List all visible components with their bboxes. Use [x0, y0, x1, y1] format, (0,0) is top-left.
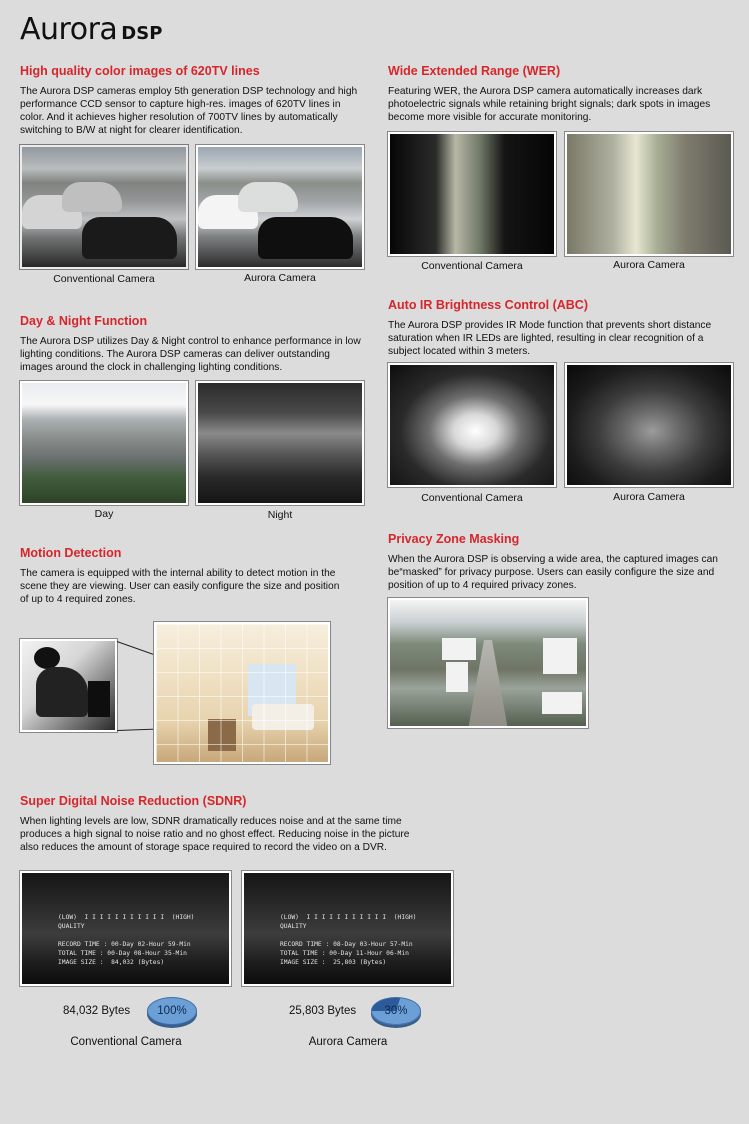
sdnr-left-osd: (LOW) I I I I I I I I I I I (HIGH) QUALITY RECORD TIME : 00-Day 02-Hour 59-Min TOTAL TIME : 00-Day 08-Hour 35-Min IMAGE SIZE : 84,032 (Bytes): [58, 914, 195, 966]
section-wer: [388, 64, 733, 124]
section-title: Super Digital Noise Reduction (SDNR): [20, 794, 247, 808]
wer-caption-left: Conventional Camera: [421, 260, 523, 272]
privacy-mask-4: [542, 692, 582, 714]
section-privacy: [388, 532, 733, 592]
section-sdnr: [20, 794, 415, 854]
sdnr-right-percent-badge: [371, 997, 421, 1025]
section-abc: [388, 298, 733, 358]
privacy-mask-3: [543, 638, 577, 674]
section-high-quality: [20, 64, 365, 137]
privacy-mask-2: [446, 662, 468, 692]
motion-room-photo: [154, 622, 330, 764]
sdnr-right-osd: (LOW) I I I I I I I I I I I (HIGH) QUALITY RECORD TIME : 08-Day 03-Hour 57-Min TOTAL TIME : 00-Day 11-Hour 06-Min IMAGE SIZE : 25,803 (Bytes): [280, 914, 417, 966]
abc-aurora-photo: [565, 363, 733, 487]
sdnr-caption-left: Conventional Camera: [70, 1036, 182, 1048]
abc-caption-left: Conventional Camera: [421, 492, 523, 504]
section-motion: [20, 546, 345, 606]
motion-subject-photo: [20, 639, 117, 732]
sdnr-caption-right: Aurora Camera: [308, 1036, 388, 1048]
abc-conventional-photo: [388, 363, 556, 487]
section-body: The camera is equipped with the internal ability to detect motion in the scene they are viewing. User can easily configure the size and position of up to 4 required zones.: [20, 568, 340, 605]
wer-conventional-photo: [388, 132, 556, 256]
section-body: The Aurora DSP cameras employ 5th generation DSP technology and high performance CCD sensor to capture high-res. images of 620TV lines in color. And it achieves higher resolution of 700TV lines by automatically switching to B/W at night for clearer identification.: [20, 86, 358, 136]
logo-sub: DSP: [121, 23, 163, 44]
privacy-street-photo: [388, 598, 588, 728]
section-title: Auto IR Brightness Control (ABC): [388, 298, 588, 312]
wer-caption-right: Aurora Camera: [613, 259, 685, 271]
sdnr-left-percent-badge: [147, 997, 197, 1025]
sdnr-right-bytes: 25,803 Bytes: [289, 1005, 357, 1017]
section-day-night: [20, 314, 365, 374]
section-title: Motion Detection: [20, 546, 122, 560]
sdnr-aurora-photo: [242, 871, 453, 986]
section-body: When the Aurora DSP is observing a wide area, the captured images can be“masked” for privacy purpose. Users can easily configure the size and position of up to 4 required privacy zones.: [388, 554, 718, 591]
night-photo: [196, 381, 364, 505]
sdnr-left-percent: 100%: [157, 1005, 187, 1017]
section-body: The Aurora DSP provides IR Mode function that prevents short distance saturation when IR LEDs are lighted, resulting in clear recognition of a subject located within 3 meters.: [388, 320, 712, 357]
night-caption: Night: [267, 509, 293, 521]
section-title: Wide Extended Range (WER): [388, 64, 561, 78]
hq-aurora-photo: [196, 145, 364, 269]
sdnr-left-bytes: 84,032 Bytes: [63, 1005, 131, 1017]
section-body: Featuring WER, the Aurora DSP camera automatically increases dark photoelectric signals while retaining bright signals; dark spots in images become more visible for accurate monitoring.: [388, 86, 711, 123]
section-body: When lighting levels are low, SDNR dramatically reduces noise and at the same time produces a high signal to noise ratio and no ghost effect. Reducing noise in the picture also reduces the amount of storage space required to record the video on a DVR.: [20, 816, 410, 853]
section-body: The Aurora DSP utilizes Day & Night control to enhance performance in low lighting conditions. The Aurora DSP cameras can deliver outstanding images around the clock in challenging lighting conditions.: [20, 336, 361, 373]
hq-conventional-photo: [20, 145, 188, 269]
abc-caption-right: Aurora Camera: [613, 491, 685, 503]
section-title: Day & Night Function: [20, 314, 148, 328]
aurora-logo: [20, 12, 162, 46]
sdnr-right-percent: 30%: [384, 1005, 408, 1017]
section-title: High quality color images of 620TV lines: [20, 64, 260, 78]
sdnr-conventional-photo: [20, 871, 231, 986]
hq-caption-right: Aurora Camera: [244, 272, 316, 284]
hq-caption-left: Conventional Camera: [53, 273, 155, 285]
logo-brand: Aurora: [20, 12, 118, 47]
day-caption: Day: [94, 508, 114, 520]
section-title: Privacy Zone Masking: [388, 532, 520, 546]
day-photo: [20, 381, 188, 505]
wer-aurora-photo: [565, 132, 733, 256]
privacy-mask-1: [442, 638, 476, 660]
